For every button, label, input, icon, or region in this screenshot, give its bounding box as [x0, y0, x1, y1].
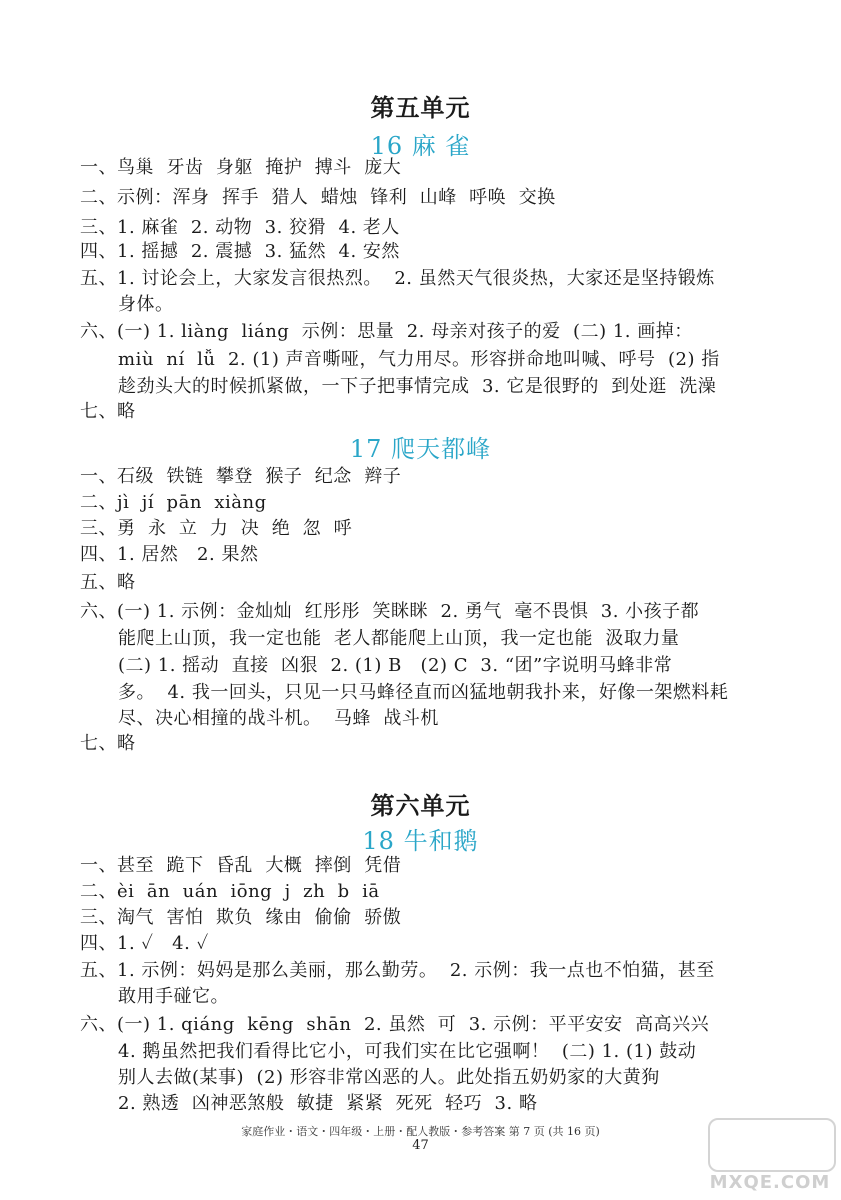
page-footer: 家庭作业・语文・四年级・上册・配人教版・参考答案 第 7 页 (共 16 页) [241, 1125, 600, 1138]
lesson-16-line: 七、略 [80, 401, 136, 422]
lesson-18-line: 四、1. ✓ 4. ✓ [80, 933, 209, 954]
lesson-16-title: 16 麻 雀 [370, 132, 471, 160]
lesson-17-line: 四、1. 居然 2. 果然 [80, 544, 259, 565]
lesson-16-line: 一、鸟巢 牙齿 身躯 掩护 搏斗 庞大 [80, 157, 402, 178]
unit-5-title: 第五单元 [370, 93, 471, 122]
page-number: 47 [412, 1138, 429, 1153]
lesson-17-line: 七、略 [80, 733, 136, 754]
watermark [700, 1110, 840, 1198]
lesson-16-line: 二、示例：浑身 挥手 猎人 蜡烛 锋利 山峰 呼唤 交换 [80, 187, 556, 208]
unit-6-title: 第六单元 [370, 791, 471, 820]
lesson-18-line: 六、(一) 1. qiáng kēng shān 2. 虽然 可 3. 示例：平平安安 高高兴兴 [80, 1014, 710, 1035]
lesson-16-line: 三、1. 麻雀 2. 动物 3. 狡猾 4. 老人 [80, 217, 400, 238]
watermark-text: MXQE.COM [709, 1172, 831, 1193]
lesson-17-line: 多。 4. 我一回头，只见一只马蜂径直而凶猛地朝我扑来，好像一架燃料耗 [118, 682, 729, 703]
lesson-17-line: (二) 1. 摇动 直接 凶狠 2. (1) B (2) C 3. “团”字说明马蜂非常 [118, 655, 673, 676]
lesson-16-line: 身体。 [118, 294, 174, 315]
lesson-16-line: miù ní lǚ 2. (1) 声音嘶哑，气力用尽。形容拼命地叫喊、呼号 (2) 指 [118, 349, 720, 370]
watermark-logo-icon [708, 1118, 836, 1172]
lesson-16-line: 六、(一) 1. liàng liáng 示例：思量 2. 母亲对孩子的爱 (二) 1. 画掉： [80, 321, 693, 342]
lesson-18-line: 4. 鹅虽然把我们看得比它小，可我们实在比它强啊！ (二) 1. (1) 鼓动 [118, 1041, 697, 1062]
lesson-17-title: 17 爬天都峰 [349, 435, 492, 463]
lesson-18-title: 18 牛和鹅 [362, 827, 479, 855]
lesson-18-line: 敢用手碰它。 [118, 986, 229, 1007]
lesson-17-line: 尽、决心相撞的战斗机。 马蜂 战斗机 [118, 708, 439, 729]
lesson-16-line: 四、1. 摇撼 2. 震撼 3. 猛然 4. 安然 [80, 241, 400, 262]
lesson-16-line: 五、1. 讨论会上，大家发言很热烈。 2. 虽然天气很炎热，大家还是坚持锻炼 [80, 268, 715, 289]
lesson-18-line: 三、淘气 害怕 欺负 缘由 偷偷 骄傲 [80, 907, 402, 928]
lesson-18-line: 一、甚至 跪下 昏乱 大概 摔倒 凭借 [80, 855, 402, 876]
lesson-17-line: 二、jì jí pān xiàng [80, 492, 267, 513]
lesson-17-line: 五、略 [80, 572, 136, 593]
lesson-17-line: 六、(一) 1. 示例：金灿灿 红彤彤 笑眯眯 2. 勇气 毫不畏惧 3. 小孩子都 [80, 601, 700, 622]
lesson-17-line: 一、石级 铁链 攀登 猴子 纪念 辫子 [80, 466, 402, 487]
lesson-17-line: 三、勇 永 立 力 决 绝 忽 呼 [80, 518, 353, 539]
lesson-18-line: 五、1. 示例：妈妈是那么美丽，那么勤劳。 2. 示例：我一点也不怕猫，甚至 [80, 960, 715, 981]
lesson-17-line: 能爬上山顶，我一定也能 老人都能爬上山顶，我一定也能 汲取力量 [118, 628, 680, 649]
lesson-16-line: 趁劲头大的时候抓紧做，一下子把事情完成 3. 它是很野的 到处逛 洗澡 [118, 376, 717, 397]
lesson-18-line: 别人去做(某事) (2) 形容非常凶恶的人。此处指五奶奶家的大黄狗 [118, 1067, 660, 1088]
lesson-18-line: 2. 熟透 凶神恶煞般 敏捷 紧紧 死死 轻巧 3. 略 [118, 1093, 538, 1114]
lesson-18-line: 二、èi ān uán iōng j zh b iā [80, 881, 380, 902]
